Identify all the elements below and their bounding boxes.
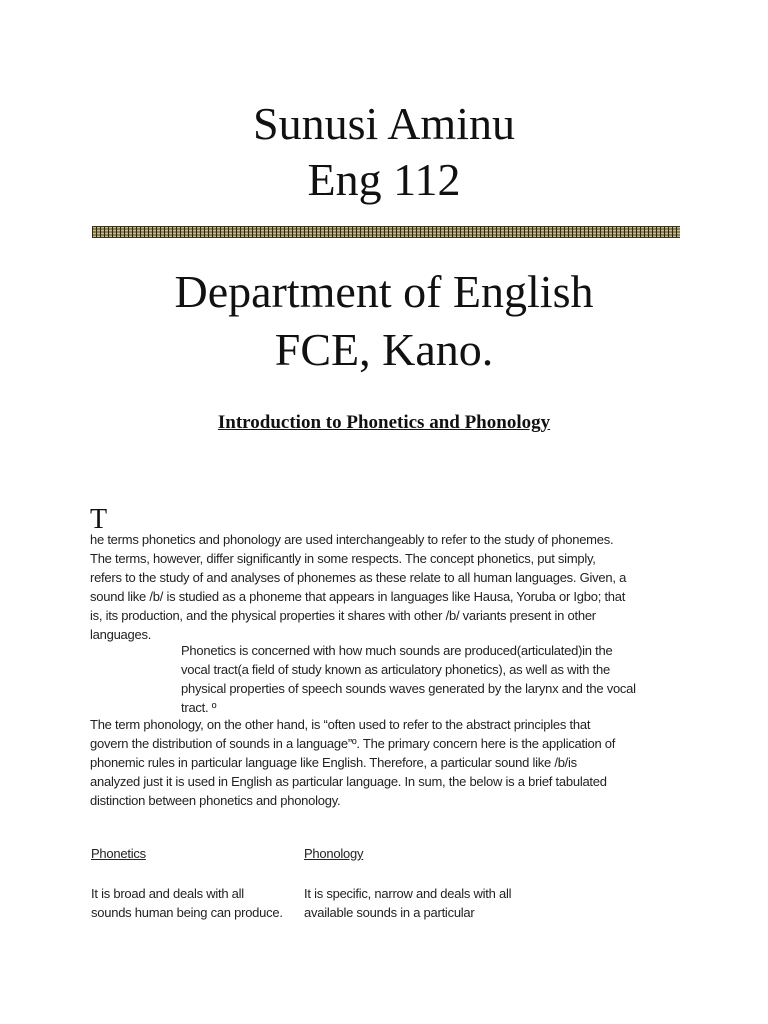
table-cell-phonetics [91,884,283,922]
intro-line: The terms, however, differ significantly in some respects. The concept phonetics, put simply, [90,551,596,566]
quote-line: Phonetics is concerned with how much sounds are produced(articulated)in the [181,643,613,658]
section-title: Introduction to Phonetics and Phonology [217,412,551,433]
intro-line: languages. [90,627,152,642]
quote-line: tract. º [181,700,217,715]
course-code: Eng 112 [307,154,461,205]
drop-cap: T [90,504,108,535]
cell-line: It is broad and deals with all [91,886,244,901]
phonology-line: distinction between phonetics and phonology. [90,793,341,808]
cell-line: sounds human being can produce. [91,905,283,920]
phonology-line: govern the distribution of sounds in a language”º. The primary concern here is the application of [90,736,616,751]
phonology-line: analyzed just it is used in English as particular language. In sum, the below is a brief tabulated [90,774,607,789]
intro-line: refers to the study of and analyses of phonemes as these relate to all human languages. Given, a [90,570,627,585]
intro-line: is, its production, and the physical properties it shares with other /b/ variants present in other [90,608,596,623]
table-header-phonetics: Phonetics [91,846,146,861]
cell-line: It is specific, narrow and deals with all [304,886,512,901]
phonology-line: The term phonology, on the other hand, is “often used to refer to the abstract principles that [90,717,591,732]
intro-paragraph [90,530,690,644]
cell-line: available sounds in a particular [304,905,475,920]
table-cell-phonology [304,884,511,922]
intro-line: he terms phonetics and phonology are used interchangeably to refer to the study of phonemes. [90,532,614,547]
author-name: Sunusi Aminu [252,98,515,149]
department-name: Department of English [174,266,594,317]
quote-line: physical properties of speech sounds waves generated by the larynx and the vocal [181,681,636,696]
phonology-line: phonemic rules in particular language like English. Therefore, a particular sound like /b/is [90,755,577,770]
decorative-divider [92,226,680,238]
institution-name: FCE, Kano. [274,324,494,375]
intro-line: sound like /b/ is studied as a phoneme that appears in languages like Hausa, Yoruba or Igbo; that [90,589,626,604]
quote-line: vocal tract(a field of study known as articulatory phonetics), as well as with the [181,662,610,677]
table-header-phonology: Phonology [304,846,364,861]
block-quote [181,641,701,717]
phonology-paragraph [90,715,690,810]
